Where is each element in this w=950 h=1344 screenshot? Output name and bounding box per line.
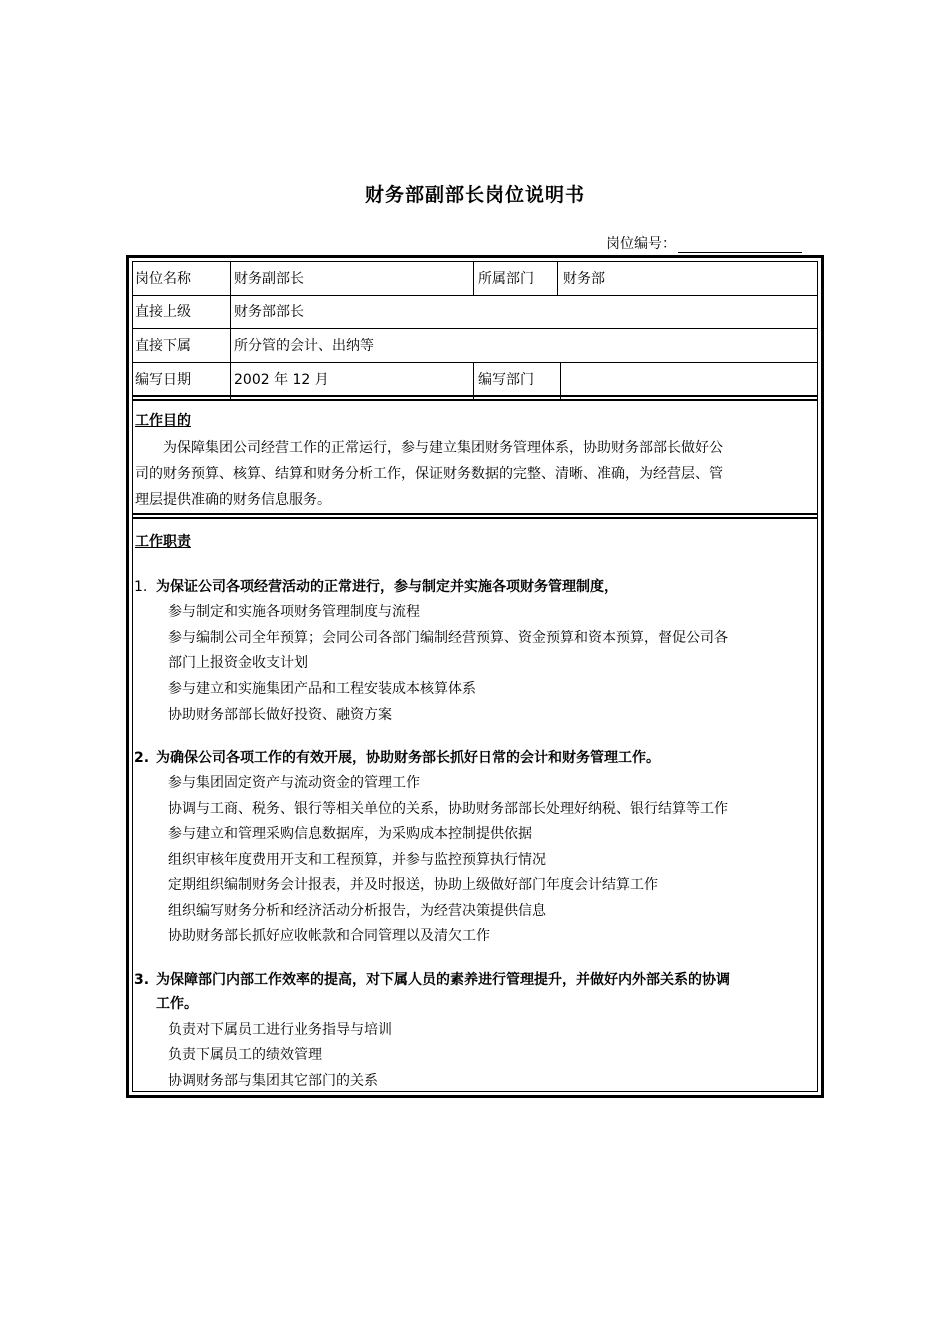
position-name-value: 财务副部长 bbox=[234, 271, 304, 287]
purpose-text bbox=[135, 435, 811, 513]
purpose-line: 为保障集团公司经营工作的正常运行，参与建立集团财务管理体系，协助财务部部长做好公 bbox=[163, 440, 723, 456]
duty-group-title: 1. 为保证公司各项经营活动的正常进行，参与制定并实施各项财务管理制度， bbox=[134, 579, 618, 595]
purpose-line: 司的财务预算、核算、结算和财务分析工作，保证财务数据的完整、清晰、准确，为经营层、管 bbox=[135, 466, 723, 482]
duty-group-title-continuation: 工作。 bbox=[156, 996, 198, 1012]
table-divider bbox=[230, 262, 231, 401]
list-item: 参与编制公司全年预算；会同公司各部门编制经营预算、资金预算和资本预算，督促公司各 bbox=[168, 630, 728, 646]
list-item: 组织编写财务分析和经济活动分析报告，为经营决策提供信息 bbox=[168, 903, 546, 919]
section-divider bbox=[132, 513, 818, 519]
superior-value: 财务部部长 bbox=[234, 304, 304, 320]
list-item: 参与建立和管理采购信息数据库，为采购成本控制提供依据 bbox=[168, 826, 532, 842]
position-name-label: 岗位名称 bbox=[135, 271, 191, 287]
list-item: 负责下属员工的绩效管理 bbox=[168, 1047, 322, 1063]
superior-label: 直接上级 bbox=[135, 304, 191, 320]
duties-heading: 工作职责 bbox=[135, 534, 191, 550]
info-row-position bbox=[132, 262, 818, 296]
position-code-blank[interactable] bbox=[678, 238, 802, 253]
subordinate-label: 直接下属 bbox=[135, 338, 191, 354]
list-item: 定期组织编制财务会计报表，并及时报送，协助上级做好部门年度会计结算工作 bbox=[168, 877, 658, 893]
list-item-continuation: 部门上报资金收支计划 bbox=[168, 655, 308, 671]
position-code bbox=[606, 233, 802, 253]
list-item: 协调财务部与集团其它部门的关系 bbox=[168, 1073, 378, 1089]
department-value: 财务部 bbox=[563, 271, 605, 287]
department-label: 所属部门 bbox=[478, 271, 534, 287]
date-value: 2002 年 12 月 bbox=[234, 372, 329, 388]
info-row-subordinate bbox=[132, 329, 818, 363]
section-divider bbox=[132, 395, 818, 401]
list-item: 参与集团固定资产与流动资金的管理工作 bbox=[168, 775, 420, 791]
date-label: 编写日期 bbox=[135, 372, 191, 388]
position-code-label: 岗位编号： bbox=[606, 236, 676, 252]
writer-dept-label: 编写部门 bbox=[478, 372, 534, 388]
subordinate-value: 所分管的会计、出纳等 bbox=[234, 338, 374, 354]
list-item: 参与建立和实施集团产品和工程安装成本核算体系 bbox=[168, 681, 476, 697]
list-item: 组织审核年度费用开支和工程预算，并参与监控预算执行情况 bbox=[168, 852, 546, 868]
document-title: 财务部副部长岗位说明书 bbox=[364, 184, 585, 206]
list-item: 协助财务部部长做好投资、融资方案 bbox=[168, 707, 392, 723]
duty-group-title: 2. 为确保公司各项工作的有效开展，协助财务部长抓好日常的会计和财务管理工作。 bbox=[134, 750, 660, 766]
list-item: 协助财务部长抓好应收帐款和合同管理以及清欠工作 bbox=[168, 928, 490, 944]
purpose-heading: 工作目的 bbox=[135, 413, 191, 429]
duty-group-title: 3. 为保障部门内部工作效率的提高，对下属人员的素养进行管理提升，并做好内外部关系的协调 bbox=[134, 972, 730, 988]
purpose-line: 理层提供准确的财务信息服务。 bbox=[135, 492, 331, 508]
table-divider bbox=[557, 262, 558, 296]
list-item: 负责对下属员工进行业务指导与培训 bbox=[168, 1022, 392, 1038]
table-divider bbox=[473, 262, 474, 296]
list-item: 协调与工商、税务、银行等相关单位的关系，协助财务部部长处理好纳税、银行结算等工作 bbox=[168, 801, 728, 817]
info-row-date bbox=[132, 363, 818, 397]
list-item: 参与制定和实施各项财务管理制度与流程 bbox=[168, 604, 420, 620]
info-row-superior bbox=[132, 296, 818, 329]
